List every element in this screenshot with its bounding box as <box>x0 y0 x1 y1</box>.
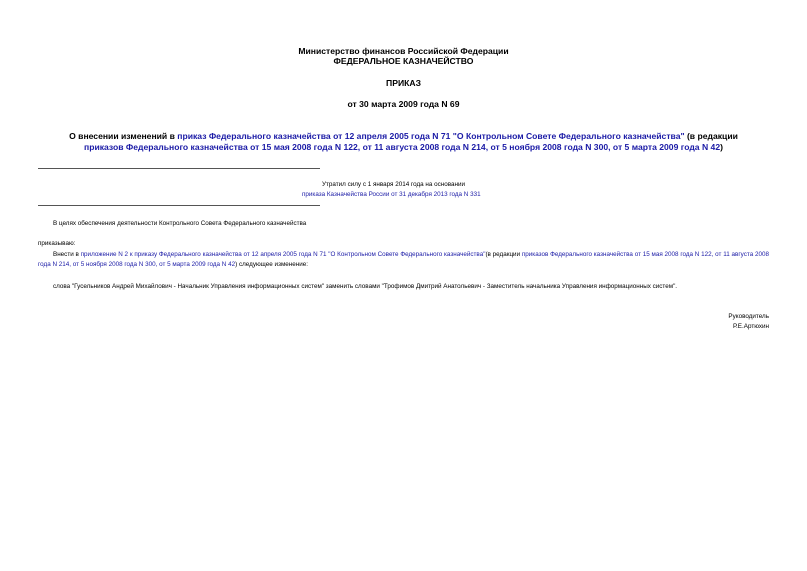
change-paragraph: слова "Гусельников Андрей Михайлович - Начальник Управления информационных систем" заменить словами "Трофимов Дмитрий Анатольевич - Заместитель начальника Управления информационных систем". <box>53 283 678 290</box>
divider-top <box>38 168 320 169</box>
amendment-mid: (в редакции <box>485 251 522 258</box>
order-word: приказываю: <box>38 240 76 247</box>
signature-role: Руководитель <box>728 313 769 320</box>
amendment-link-appendix-2[interactable]: приложение N 2 к приказу Федерального казначейства от 12 апреля 2005 года N 71 "О Контрольном Совете Федерального казначейства" <box>80 251 486 258</box>
amendment-link-amending-orders[interactable]: приказов Федерального казначейства от 15 мая 2008 года N 122, от 11 августа 2008 года N 214, от 5 ноября 2008 года N 300, от 5 марта 2009 года N 42 <box>38 251 769 268</box>
subject-link-order-71[interactable]: приказ Федерального казначейства от 12 апреля 2005 года N 71 "О Контрольном Совете Федерального казначейства" <box>177 131 685 141</box>
signature-name: Р.Е.Артюхин <box>733 323 769 330</box>
ministry-name: Министерство финансов Российской Федерации <box>298 46 509 56</box>
agency-name: ФЕДЕРАЛЬНОЕ КАЗНАЧЕЙСТВО <box>333 56 474 66</box>
subject-mid: (в редакции <box>684 131 738 141</box>
divider-bottom <box>38 205 320 206</box>
amendment-paragraph <box>38 250 769 270</box>
subject-line-2 <box>0 142 807 152</box>
amendment-prefix: Внести в <box>53 251 81 258</box>
document-date-number: от 30 марта 2009 года N 69 <box>347 99 460 109</box>
subject-link-amending-orders[interactable]: приказов Федерального казначейства от 15 мая 2008 года N 122, от 11 августа 2008 года N 214, от 5 ноября 2008 года N 300, от 5 марта 2009 года N 42 <box>84 142 721 152</box>
subject-suffix: ) <box>720 142 723 152</box>
document-type: ПРИКАЗ <box>386 78 421 88</box>
subject-prefix: О внесении изменений в <box>69 131 178 141</box>
status-link-order-331[interactable]: приказа Казначейства России от 31 декабря 2013 года N 331 <box>302 191 481 198</box>
purpose-paragraph: В целях обеспечения деятельности Контрольного Совета Федерального казначейства <box>53 220 307 227</box>
amendment-suffix: ) следующее изменение: <box>235 261 309 268</box>
status-text: Утратил силу с 1 января 2014 года на основании <box>322 181 466 188</box>
subject-line-1 <box>0 131 807 141</box>
